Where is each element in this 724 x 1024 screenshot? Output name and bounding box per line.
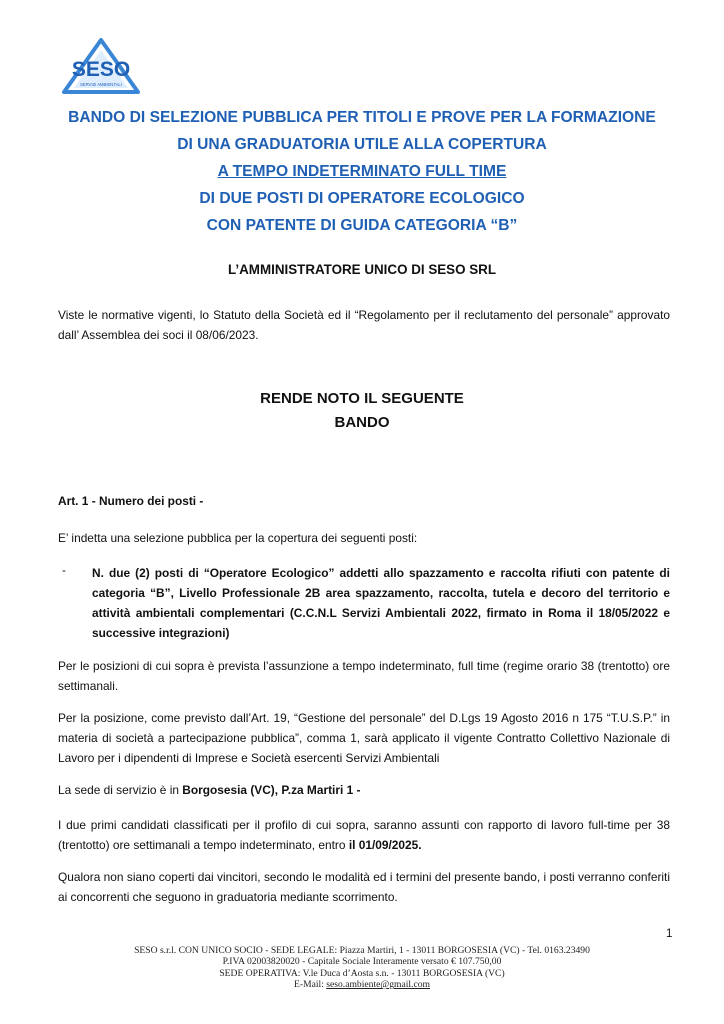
service-location: Borgosesia (VC), P.za Martiri 1 - — [182, 783, 361, 797]
hiring-text: I due primi candidati classificati per il profilo di cui sopra, saranno assunti con rapporto di lavoro full-time per 38 (trentotto) ore settimanali a tempo indeterminato, entro — [58, 818, 670, 852]
intro-paragraph: Viste le normative vigenti, lo Statuto della Società ed il “Regolamento per il reclutamento del personale” approvato dall’ Assemblea dei soci il 08/06/2023. — [58, 308, 670, 342]
document-title — [40, 104, 684, 239]
footer-email-link[interactable]: seso.ambiente@gmail.com — [326, 979, 430, 991]
article-1-paragraph-3: Per la posizione, come previsto dall’Art. 19, “Gestione del personale” del D.Lgs 19 Agosto 2016 n 175 “T.U.S.P.” in materia di società a partecipazione pubblica”, comma 1, sarà applicato il vigente Contratto Collettivo Nazionale di Lavoro per i dipendenti di Imprese e Società esercenti Servizi Ambientali — [58, 711, 670, 765]
seso-logo — [62, 38, 140, 94]
title-line-2: DI UNA GRADUATORIA UTILE ALLA COPERTURA — [177, 136, 547, 153]
service-location-prefix: La sede di servizio è in — [58, 783, 183, 797]
logo-subtext: SERVIZI AMBIENTALI — [80, 82, 122, 87]
article-1-paragraph-1: E’ indetta una selezione pubblica per la copertura dei seguenti posti: — [58, 531, 418, 545]
article-1-paragraph-2: Per le posizioni di cui sopra è prevista l’assunzione a tempo indeterminato, full time (regime orario 38 (trentotto) ore settimanali. — [58, 659, 670, 693]
rende-noto-heading — [40, 387, 684, 435]
article-1-paragraph-4 — [58, 780, 670, 800]
bullet-marker: - — [62, 563, 66, 577]
rende-line-1: RENDE NOTO IL SEGUENTE — [260, 390, 464, 407]
rende-line-2: BANDO — [334, 414, 390, 431]
footer-line-4 — [60, 979, 664, 990]
admin-heading: L’AMMINISTRATORE UNICO DI SESO SRL — [227, 262, 497, 277]
footer-line-2: P.IVA 02003820020 - Capitale Sociale Interamente versato € 107.750,00 — [222, 956, 502, 968]
article-1-paragraph-6: Qualora non siano coperti dai vincitori, secondo le modalità ed i termini del presente bando, i posti verranno conferiti ai concorrenti che seguono in graduatoria mediante scorrimento. — [58, 870, 670, 904]
title-line-5: CON PATENTE DI GUIDA CATEGORIA “B” — [206, 217, 518, 234]
footer-email-label: E-Mail: — [294, 979, 327, 991]
positions-bullet: N. due (2) posti di “Operatore Ecologico” addetti allo spazzamento e raccolta rifiuti con patente di categoria “B”, Livello Professionale 2B area spazzamento, raccolta, tutela e decoro del territorio e attività ambientali complementari (C.C.N.L Servizi Ambientali 2022, firmato in Roma il 18/05/2022 e successive integrazioni) — [92, 566, 670, 640]
footer-line-3: SEDE OPERATIVA: V.le Duca d’Aosta s.n. - 13011 BORGOSESIA (VC) — [219, 967, 505, 979]
title-line-1: BANDO DI SELEZIONE PUBBLICA PER TITOLI E PROVE PER LA FORMAZIONE — [68, 109, 656, 126]
page-number: 1 — [666, 928, 673, 940]
title-line-3: A TEMPO INDETERMINATO FULL TIME — [217, 163, 507, 180]
title-line-4: DI DUE POSTI DI OPERATORE ECOLOGICO — [199, 190, 525, 207]
hiring-deadline: il 01/09/2025. — [348, 838, 422, 852]
article-1-paragraph-5 — [58, 815, 670, 855]
footer-line-1: SESO s.r.l. CON UNICO SOCIO - SEDE LEGALE: Piazza Martiri, 1 - 13011 BORGOSESIA (VC) - Tel. 0163.23490 — [134, 945, 590, 956]
article-1-heading: Art. 1 - Numero dei posti - — [58, 494, 204, 508]
logo-text: SESO — [71, 58, 131, 81]
footer — [60, 945, 664, 991]
